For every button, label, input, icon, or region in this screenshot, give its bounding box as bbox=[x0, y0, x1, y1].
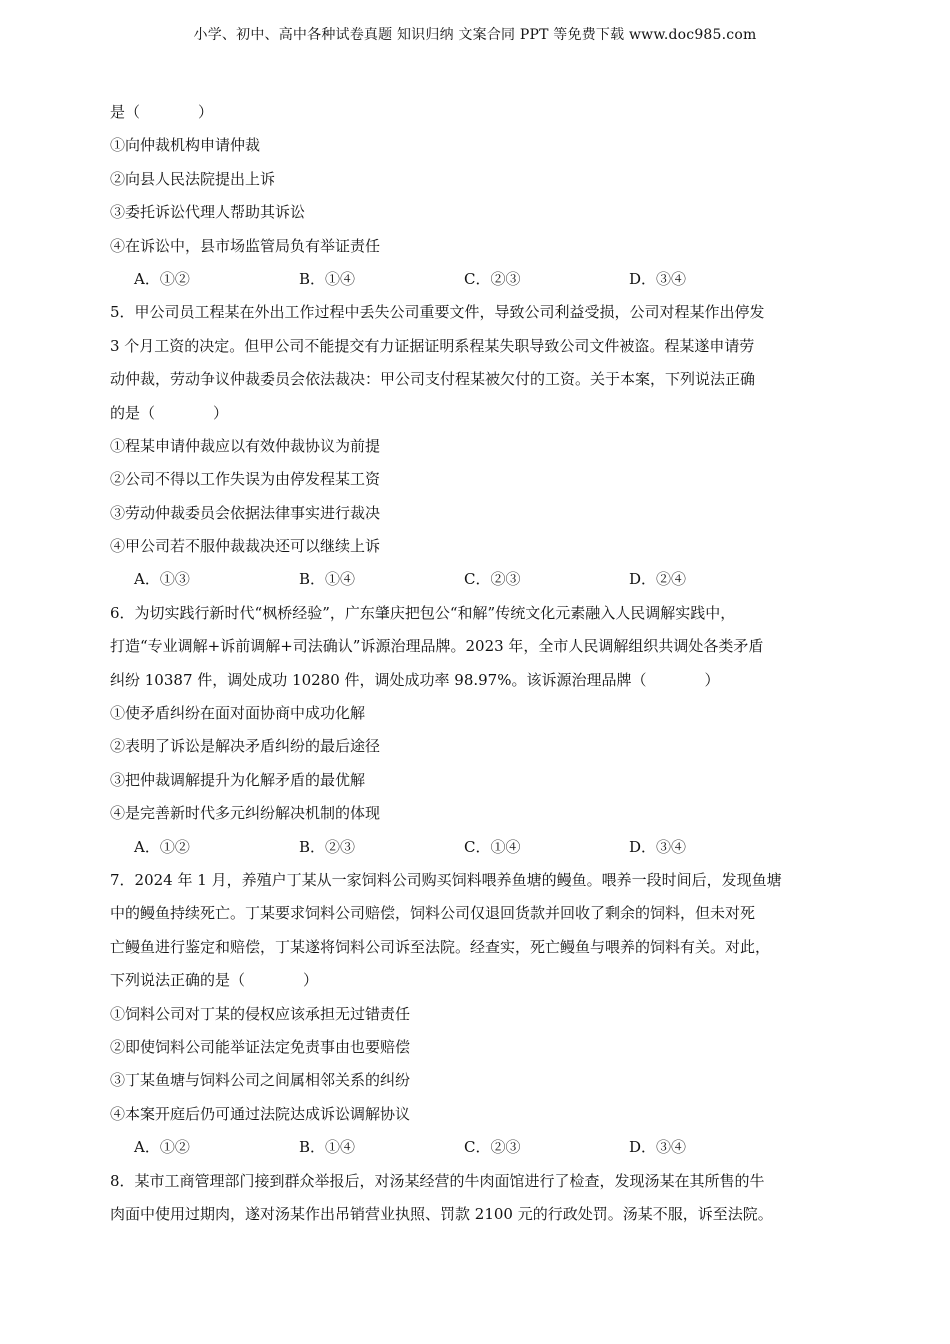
question-stem-line: 动仲裁，劳动争议仲裁委员会依法裁决：甲公司支付程某被欠付的工资。关于本案，下列说法正确 bbox=[110, 370, 756, 389]
question-stem-line: 8．某市工商管理部门接到群众举报后，对汤某经营的牛肉面馆进行了检查，发现汤某在其所售的牛 bbox=[110, 1171, 765, 1190]
option-b[interactable]: B．②③ bbox=[299, 837, 356, 856]
option-c[interactable]: C．②③ bbox=[464, 570, 521, 589]
statement-2: ②向县人民法院提出上诉 bbox=[110, 169, 276, 188]
statement-1: ①使矛盾纠纷在面对面协商中成功化解 bbox=[110, 704, 366, 723]
question-stem-line: 亡鳗鱼进行鉴定和赔偿，丁某遂将饲料公司诉至法院。经查实，死亡鳗鱼与喂养的饲料有关。对此， bbox=[110, 937, 771, 956]
statement-4: ④本案开庭后仍可通过法院达成诉讼调解协议 bbox=[110, 1104, 411, 1123]
exam-content bbox=[110, 96, 842, 1231]
statement-2: ②公司不得以工作失误为由停发程某工资 bbox=[110, 470, 381, 489]
statement-1: ①饲料公司对丁某的侵权应该承担无过错责任 bbox=[110, 1004, 411, 1023]
answer-options bbox=[110, 1131, 842, 1164]
option-a[interactable]: A．①② bbox=[134, 837, 190, 856]
question-stem-line: 6．为切实践行新时代“枫桥经验”，广东肇庆把包公“和解”传统文化元素融入人民调解实践中， bbox=[110, 603, 736, 622]
option-b[interactable]: B．①④ bbox=[299, 269, 356, 288]
page-header: 小学、初中、高中各种试卷真题 知识归纳 文案合同 PPT 等免费下载 www.doc985.com bbox=[193, 27, 757, 43]
option-c[interactable]: C．②③ bbox=[464, 269, 521, 288]
statement-1: ①向仲裁机构申请仲裁 bbox=[110, 136, 261, 155]
statement-4: ④是完善新时代多元纠纷解决机制的体现 bbox=[110, 804, 381, 823]
question-stem-line: 的是（ ） bbox=[110, 403, 229, 422]
statement-1: ①程某申请仲裁应以有效仲裁协议为前提 bbox=[110, 436, 381, 455]
statement-4: ④甲公司若不服仲裁裁决还可以继续上诉 bbox=[110, 537, 381, 556]
question-stem-line: 5．甲公司员工程某在外出工作过程中丢失公司重要文件，导致公司利益受损，公司对程某作出停发 bbox=[110, 303, 765, 322]
question-stem-line: 肉面中使用过期肉，遂对汤某作出吊销营业执照、罚款 2100 元的行政处罚。汤某不服，诉至法院。 bbox=[110, 1204, 773, 1223]
statement-2: ②即使饲料公司能举证法定免责事由也要赔偿 bbox=[110, 1037, 411, 1056]
answer-options bbox=[110, 563, 842, 596]
option-d[interactable]: D．③④ bbox=[629, 837, 687, 856]
option-d[interactable]: D．③④ bbox=[629, 269, 687, 288]
question-stem-line: 3 个月工资的决定。但甲公司不能提交有力证据证明系程某失职导致公司文件被盗。程某遂申请劳 bbox=[110, 336, 755, 355]
statement-4: ④在诉讼中，县市场监管局负有举证责任 bbox=[110, 236, 381, 255]
statement-3: ③丁某鱼塘与饲料公司之间属相邻关系的纠纷 bbox=[110, 1071, 411, 1090]
question-stem-line: 是（ ） bbox=[110, 103, 214, 121]
statement-3: ③委托诉讼代理人帮助其诉讼 bbox=[110, 203, 306, 222]
question-stem-line: 打造“专业调解+诉前调解+司法确认”诉源治理品牌。2023 年，全市人民调解组织共调处各类矛盾 bbox=[110, 637, 764, 656]
option-d[interactable]: D．③④ bbox=[629, 1138, 687, 1157]
answer-options bbox=[110, 263, 842, 296]
statement-3: ③劳动仲裁委员会依据法律事实进行裁决 bbox=[110, 503, 381, 522]
statement-2: ②表明了诉讼是解决矛盾纠纷的最后途径 bbox=[110, 737, 381, 756]
option-c[interactable]: C．②③ bbox=[464, 1138, 521, 1157]
question-stem-line: 中的鳗鱼持续死亡。丁某要求饲料公司赔偿，饲料公司仅退回货款并回收了剩余的饲料，但未对死 bbox=[110, 904, 756, 923]
question-stem-line: 纠纷 10387 件，调处成功 10280 件，调处成功率 98.97%。该诉源治理品牌（ ） bbox=[110, 670, 720, 689]
question-stem-line: 下列说法正确的是（ ） bbox=[110, 971, 319, 990]
option-b[interactable]: B．①④ bbox=[299, 1138, 356, 1157]
answer-options bbox=[110, 831, 842, 864]
option-a[interactable]: A．①② bbox=[134, 1138, 190, 1157]
option-d[interactable]: D．②④ bbox=[629, 570, 687, 589]
option-b[interactable]: B．①④ bbox=[299, 570, 356, 589]
option-c[interactable]: C．①④ bbox=[464, 837, 521, 856]
statement-3: ③把仲裁调解提升为化解矛盾的最优解 bbox=[110, 770, 366, 789]
option-a[interactable]: A．①③ bbox=[134, 570, 190, 589]
option-a[interactable]: A．①② bbox=[134, 269, 190, 288]
question-stem-line: 7．2024 年 1 月，养殖户丁某从一家饲料公司购买饲料喂养鱼塘的鳗鱼。喂养一段时间后，发现鱼塘 bbox=[110, 870, 782, 889]
